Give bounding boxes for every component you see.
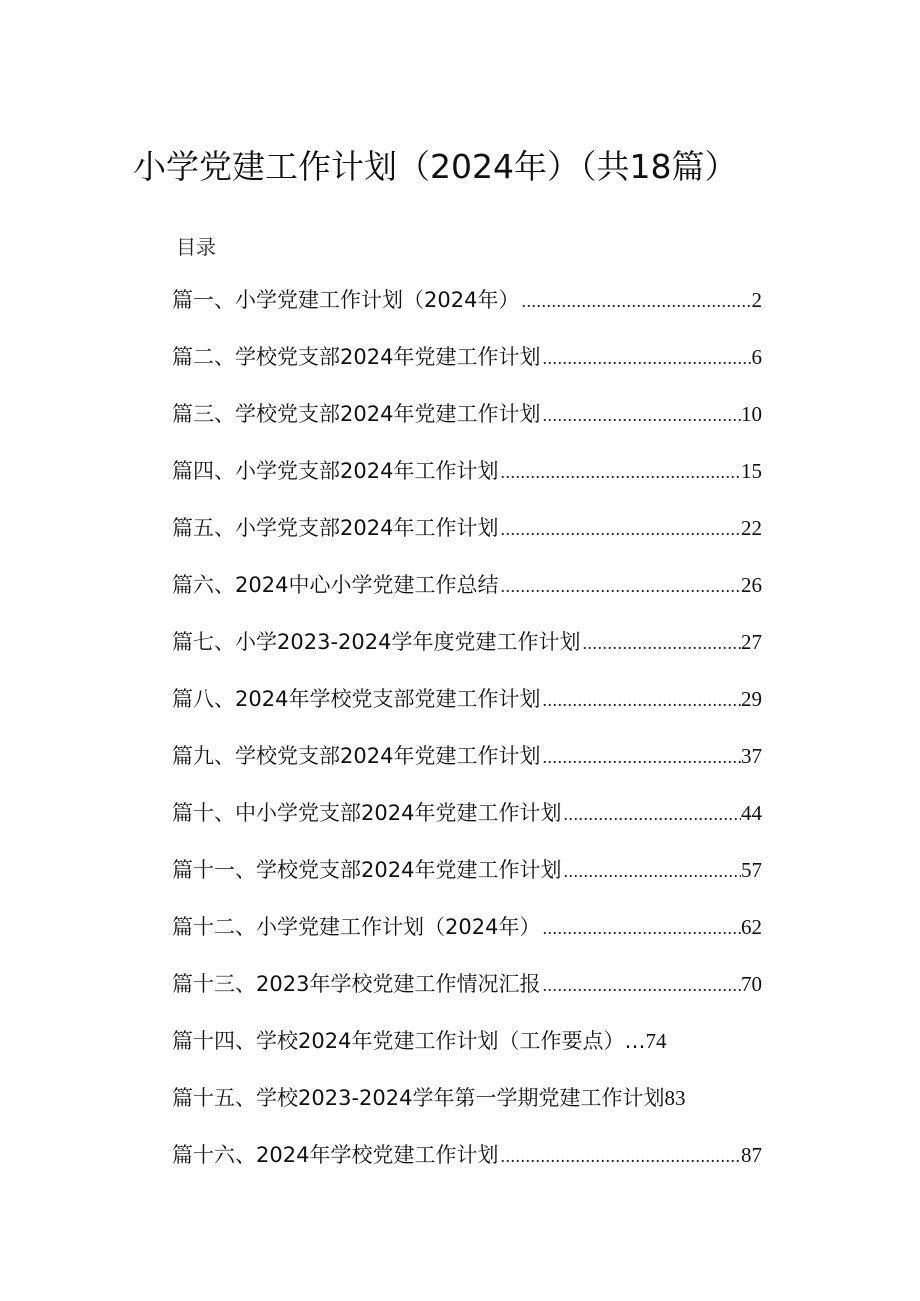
toc-entry[interactable] <box>172 339 762 396</box>
toc-entry-title: 篇十六、2024年学校党建工作计划 <box>172 1143 499 1167</box>
toc-page-number: 74 <box>645 1029 667 1053</box>
toc-page-number: 44 <box>741 801 762 825</box>
toc-entry-title: 篇三、学校党支部2024年党建工作计划 <box>172 402 541 426</box>
toc-entry[interactable] <box>172 396 762 453</box>
toc-dot-leader <box>498 511 741 547</box>
toc-page-number: 27 <box>741 630 762 654</box>
toc-entry[interactable] <box>172 282 762 339</box>
toc-dot-leader <box>540 397 741 433</box>
toc-entry-title: 篇十二、小学党建工作计划（2024年） <box>172 915 541 939</box>
toc-entry[interactable] <box>172 681 762 738</box>
toc-page-number: 26 <box>741 573 762 597</box>
toc-entry[interactable] <box>172 567 762 624</box>
toc-entry-title: 篇十四、学校2024年党建工作计划（工作要点）… <box>172 1029 646 1053</box>
toc-entry[interactable] <box>172 510 762 567</box>
toc-page-number: 37 <box>741 744 762 768</box>
toc-entry-title: 篇四、小学党支部2024年工作计划 <box>172 459 499 483</box>
toc-entry-title: 篇一、小学党建工作计划（2024年） <box>172 288 520 312</box>
toc-entry[interactable] <box>172 966 762 1023</box>
toc-dot-leader <box>540 682 741 718</box>
toc-page-number: 22 <box>741 516 762 540</box>
toc-entry-title: 篇二、学校党支部2024年党建工作计划 <box>172 345 541 369</box>
toc-dot-leader <box>540 739 741 775</box>
toc-page-number: 2 <box>751 288 762 312</box>
toc-dot-leader <box>498 1138 741 1174</box>
toc-page-number: 62 <box>741 915 762 939</box>
toc-entry-title: 篇十、中小学党支部2024年党建工作计划 <box>172 801 562 825</box>
toc-entry[interactable] <box>172 909 762 966</box>
toc-dot-leader <box>580 625 741 661</box>
toc-heading: 目录 <box>176 235 216 259</box>
toc-dot-leader <box>540 910 741 946</box>
toc-page-number: 57 <box>741 858 762 882</box>
toc-page-number: 87 <box>741 1143 762 1167</box>
toc-entry-title: 篇十三、2023年学校党建工作情况汇报 <box>172 972 541 996</box>
toc-entry-title: 篇六、2024中心小学党建工作总结 <box>172 573 499 597</box>
toc-page-number: 83 <box>664 1086 686 1110</box>
toc-entry[interactable] <box>172 1023 762 1080</box>
toc-dot-leader <box>561 853 741 889</box>
toc-entry[interactable] <box>172 624 762 681</box>
toc-entry[interactable] <box>172 852 762 909</box>
toc-entry-title: 篇七、小学2023-2024学年度党建工作计划 <box>172 630 581 654</box>
toc-entry[interactable] <box>172 1137 762 1194</box>
toc-entry[interactable] <box>172 453 762 510</box>
toc-dot-leader <box>498 568 741 604</box>
toc-entry-title: 篇十一、学校党支部2024年党建工作计划 <box>172 858 562 882</box>
toc-dot-leader <box>540 340 751 376</box>
toc-entry-title: 篇九、学校党支部2024年党建工作计划 <box>172 744 541 768</box>
toc-page-number: 6 <box>751 345 762 369</box>
toc-dot-leader <box>519 283 751 319</box>
toc-dot-leader <box>498 454 741 490</box>
document-title: 小学党建工作计划（2024年）（共18篇） <box>133 147 738 186</box>
toc-page-number: 70 <box>741 972 762 996</box>
toc-dot-leader <box>540 967 741 1003</box>
toc-dot-leader <box>561 796 741 832</box>
toc-entry-title: 篇十五、学校2023-2024学年第一学期党建工作计划 <box>172 1086 665 1110</box>
toc-entry-title: 篇五、小学党支部2024年工作计划 <box>172 516 499 540</box>
toc-entry-title: 篇八、2024年学校党支部党建工作计划 <box>172 687 541 711</box>
toc-page-number: 29 <box>741 687 762 711</box>
toc-page-number: 10 <box>741 402 762 426</box>
toc-entry[interactable] <box>172 738 762 795</box>
table-of-contents <box>172 282 762 1194</box>
toc-entry[interactable] <box>172 795 762 852</box>
toc-page-number: 15 <box>741 459 762 483</box>
toc-entry[interactable] <box>172 1080 762 1137</box>
